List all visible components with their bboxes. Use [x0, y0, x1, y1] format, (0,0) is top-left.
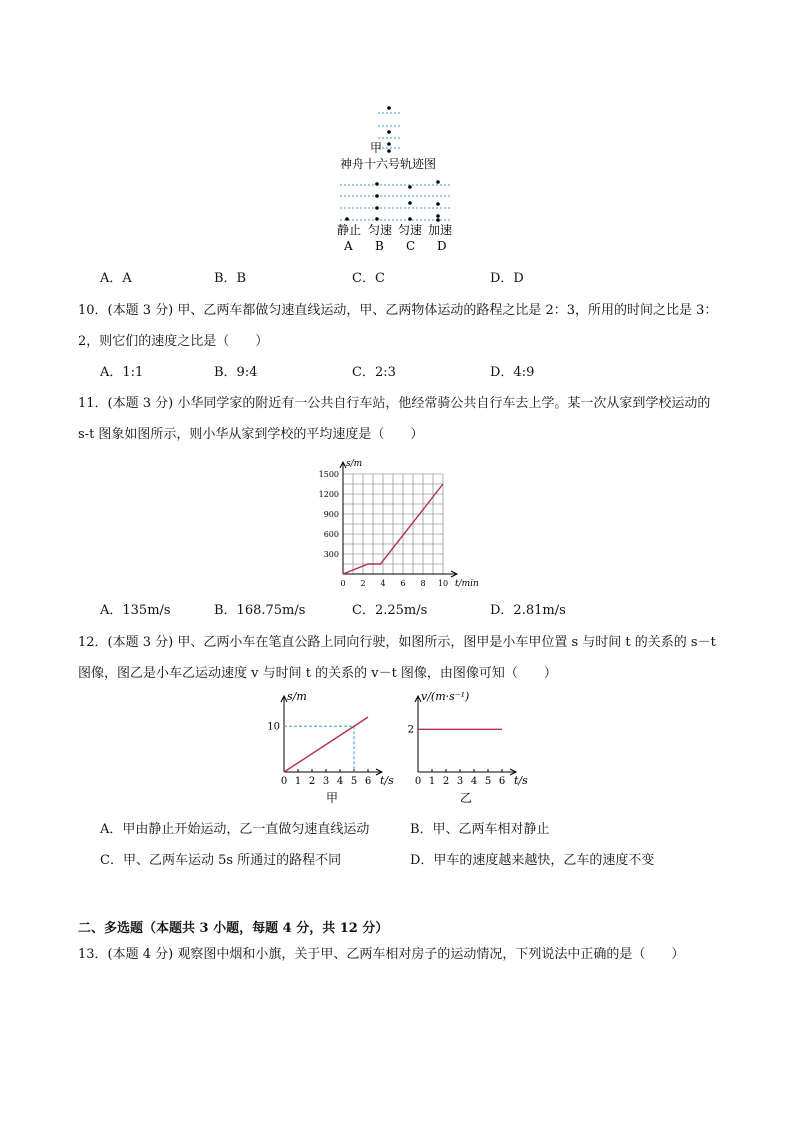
- track-dot-b: [375, 194, 379, 198]
- x-axis-label: t/min: [455, 579, 479, 589]
- q12-option-c[interactable]: C．甲、乙两车运动 5s 所通过的路程不同: [100, 853, 342, 868]
- x-tick-label: 6: [498, 776, 506, 787]
- track-dot-c: [408, 201, 412, 205]
- q12-text: 12．(本题 3 分) 甲、乙两小车在笔直公路上同向行驶，如图所示，图甲是小车甲位置 s 与时间 t 的关系的 s－t 图像，图乙是小车乙运动速度 v 与时间 t 的关系的 v－t 图像，由图像可知（ ）: [78, 635, 716, 681]
- q10-option-d[interactable]: D．4:9: [490, 365, 535, 380]
- q12-option-d[interactable]: D．甲车的速度越来越快，乙车的速度不变: [410, 853, 655, 868]
- track-dot-c: [408, 217, 412, 221]
- x-tick-label: 5: [484, 776, 492, 787]
- y-tick-label: 300: [323, 550, 339, 559]
- q11-option-b[interactable]: B．168.75m/s: [214, 603, 306, 618]
- x-tick-label: 2: [308, 776, 316, 787]
- x-tick-label: 4: [336, 776, 344, 787]
- track-dot-b: [375, 217, 379, 221]
- q11-option-d[interactable]: D．2.81m/s: [490, 603, 566, 618]
- x-tick-label: 3: [456, 776, 464, 787]
- track-dot: [387, 130, 391, 134]
- x-tick-label: 5: [350, 776, 358, 787]
- label-static: 静止: [337, 223, 362, 237]
- y-tick-label: 900: [323, 510, 339, 519]
- q9-trajectory-figure: [330, 100, 460, 255]
- track-dot-b: [375, 182, 379, 186]
- q9-option-b[interactable]: B．B: [214, 271, 247, 286]
- x-tick-label: 6: [400, 579, 406, 588]
- x-tick-label: 3: [322, 776, 330, 787]
- q10-option-b[interactable]: B．9:4: [214, 365, 258, 380]
- x-tick-label: 8: [420, 579, 426, 588]
- track-dot-a: [345, 217, 349, 221]
- q11-option-a[interactable]: A．135m/s: [100, 603, 171, 618]
- label-d: D: [437, 239, 447, 253]
- x-tick-label: 4: [380, 579, 386, 588]
- q9-option-d[interactable]: D．D: [490, 271, 524, 286]
- track-dot-b: [375, 206, 379, 210]
- track-dot: [387, 106, 391, 110]
- label-uniform-c: 匀速: [398, 223, 423, 237]
- q12-option-a[interactable]: A．甲由静止开始运动，乙一直做匀速直线运动: [100, 822, 370, 837]
- x-tick-label: 0: [340, 579, 346, 588]
- jia-label: 甲: [370, 141, 383, 155]
- q11-text: 11．(本题 3 分) 小华同学家的附近有一公共自行车站，他经常骑公共自行车去上学。某一次从家到学校运动的 s-t 图象如图所示，则小华从家到学校的平均速度是（ ）: [78, 396, 711, 442]
- q10-option-c[interactable]: C．2:3: [352, 365, 396, 380]
- label-a: A: [344, 239, 353, 253]
- track-dot-d: [436, 214, 440, 218]
- q9-option-c[interactable]: C．C: [352, 271, 385, 286]
- section-title: 二、多选题（本题共 3 小题，每题 4 分，共 12 分）: [78, 921, 389, 936]
- q10-option-a[interactable]: A．1:1: [100, 365, 144, 380]
- x-axis-label: t/s: [514, 774, 528, 787]
- label-uniform-b: 匀速: [368, 223, 393, 237]
- y-tick-label: 2: [407, 724, 414, 736]
- x-tick-label: 4: [470, 776, 478, 787]
- y-tick-label: 1200: [318, 490, 339, 499]
- x-tick-label: 6: [364, 776, 372, 787]
- q13-text: 13．(本题 4 分) 观察图中烟和小旗，关于甲、乙两车相对房子的运动情况，下列说法中正确的是（ ）: [78, 947, 685, 962]
- series-line: [284, 717, 368, 772]
- label-accelerate: 加速: [428, 223, 453, 237]
- track-dot-d: [436, 180, 440, 184]
- x-tick-label: 1: [294, 776, 302, 787]
- q12-yi-vt-chart: [404, 686, 534, 816]
- figure-title: 神舟十六号轨迹图: [340, 157, 437, 171]
- x-tick-label: 0: [280, 776, 288, 787]
- track-dot: [387, 142, 391, 146]
- label-b: B: [375, 239, 384, 253]
- y-tick-label: 1500: [318, 470, 339, 479]
- track-dot-d: [436, 218, 440, 222]
- y-axis-label: s/m: [346, 459, 363, 469]
- x-axis-label: t/s: [380, 774, 394, 787]
- track-dot: [387, 149, 391, 153]
- y-axis-label: v/(m·s⁻¹): [421, 690, 470, 703]
- chart-caption: 乙: [459, 791, 473, 805]
- y-tick-label: 600: [323, 530, 339, 539]
- q9-option-a[interactable]: A．A: [100, 271, 132, 286]
- q12-option-b[interactable]: B．甲、乙两车相对静止: [410, 822, 550, 837]
- q12-jia-st-chart: [262, 686, 392, 816]
- x-tick-label: 2: [360, 579, 366, 588]
- x-tick-label: 0: [414, 776, 422, 787]
- x-tick-label: 1: [428, 776, 436, 787]
- q10-text: 10．(本题 3 分) 甲、乙两车都做匀速直线运动，甲、乙两物体运动的路程之比是 2：3，所用的时间之比是 3：2，则它们的速度之比是（ ）: [78, 303, 718, 349]
- label-c: C: [406, 239, 416, 253]
- q11-option-c[interactable]: C．2.25m/s: [352, 603, 428, 618]
- track-dot-d: [436, 202, 440, 206]
- track-dot-c: [408, 185, 412, 189]
- y-axis-label: s/m: [287, 690, 307, 703]
- y-tick-label: 10: [267, 721, 280, 733]
- x-tick-label: 10: [437, 579, 449, 588]
- q11-st-chart: [312, 452, 482, 592]
- chart-caption: 甲: [325, 791, 339, 805]
- x-tick-label: 2: [442, 776, 450, 787]
